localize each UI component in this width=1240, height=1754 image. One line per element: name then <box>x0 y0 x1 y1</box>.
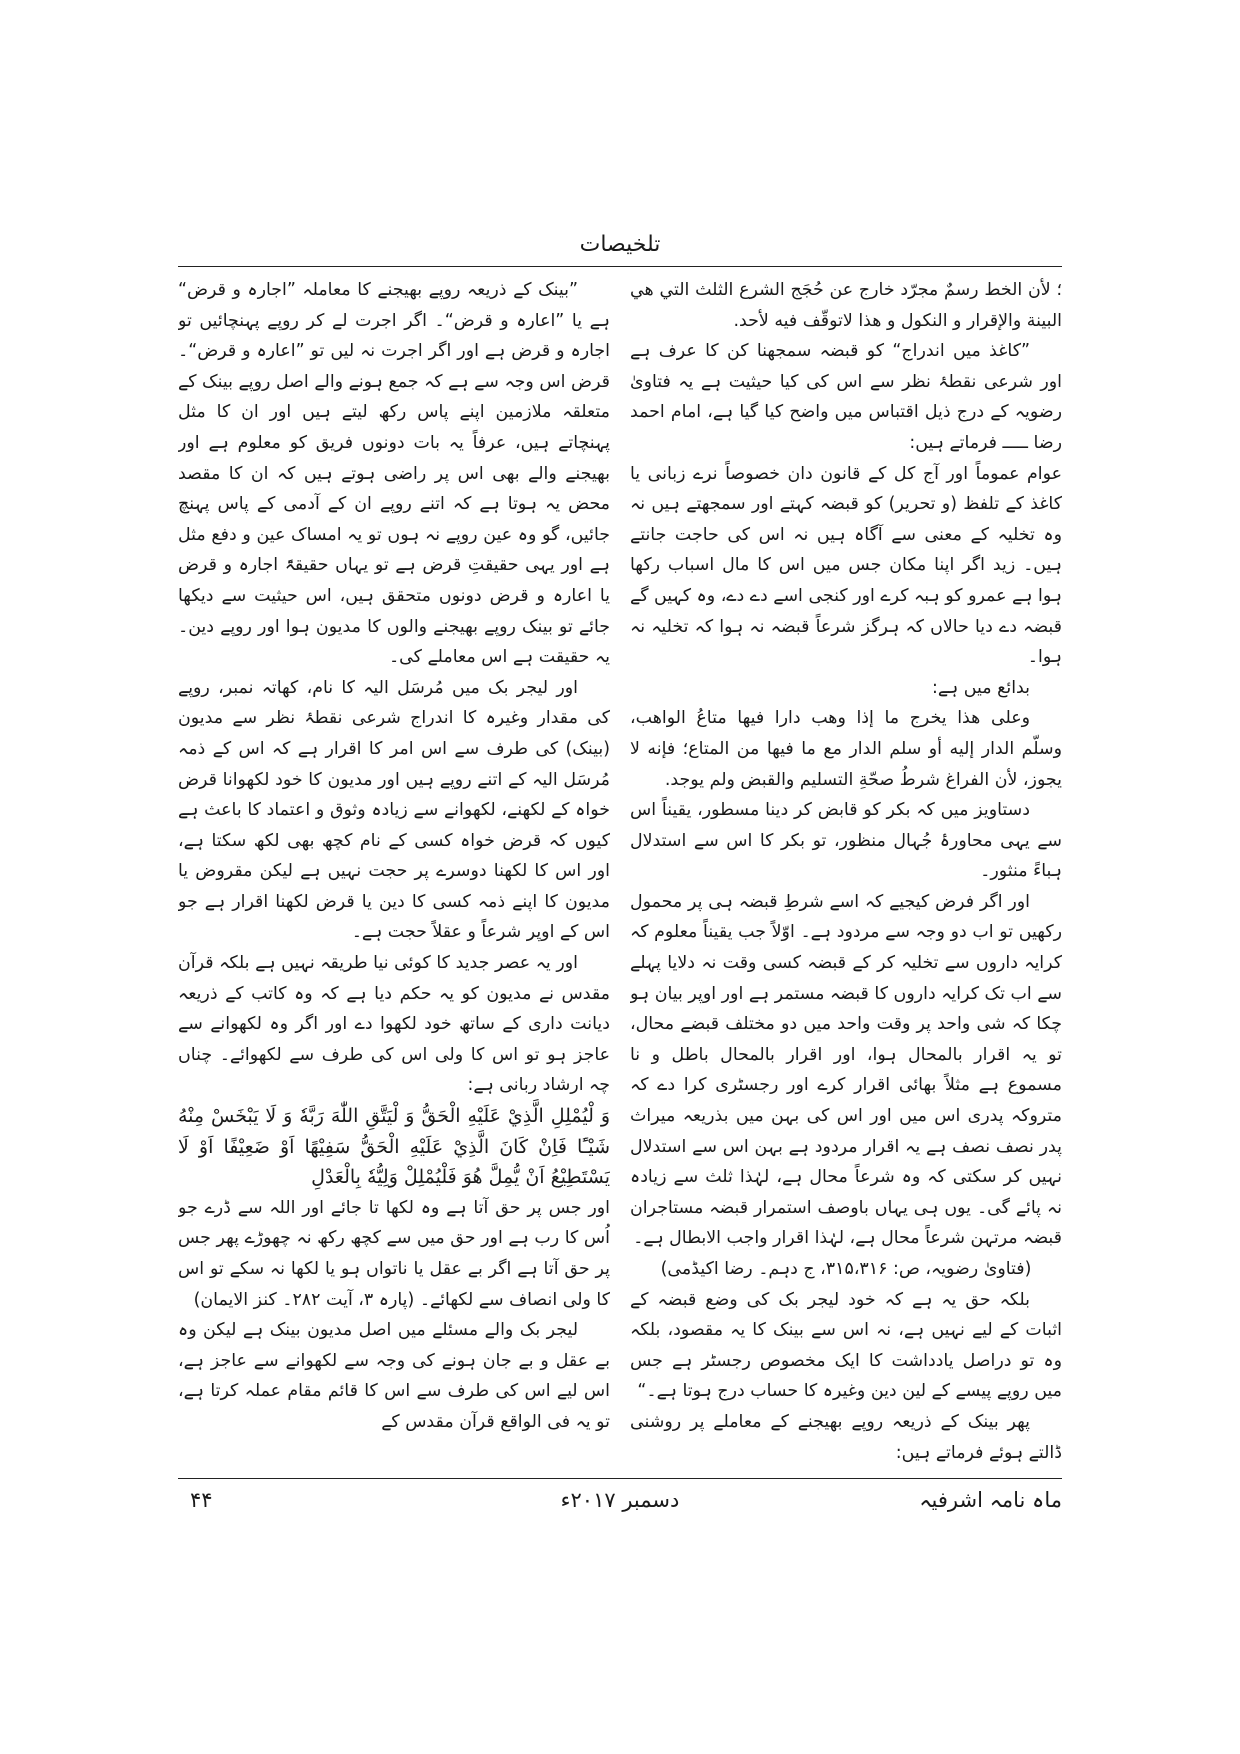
footer-rule <box>178 1478 1062 1479</box>
running-header: تلخیصات <box>579 232 661 257</box>
paragraph-ledger-conclusion: لیجر بک والے مسئلے میں اصل مدیون بینک ہے لیکن وہ بے عقل و بے جان ہونے کی وجہ سے لکھوانے سے عاجز ہے، اس لیے اس کی طرف سے اس کا قائم مقام عملہ کرتا ہے، تو یہ فی الواقع قرآن مقدس کے <box>178 1320 610 1432</box>
paragraph-ledger-entry: اور لیجر بک میں مُرسَل الیہ کا نام، کھاتہ نمبر، روپے کی مقدار وغیرہ کا اندراج شرعی نقطۂ نظر سے مدیون (بینک) کی طرف سے اس امر کا اقرار ہے کہ اس کے ذمہ مُرسَل الیہ کے اتنے روپے ہیں اور مدیون کا خود لکھوانا قرض خواہ کے لکھنے، لکھوانے سے زیادہ وثوق و اعتماد کا باعث ہے کیوں کہ قرض خواہ کسی کے نام کچھ بھی لکھ سکتا ہے، اور اس کا لکھنا دوسرے پر حجت نہیں ہے لیکن مقروض یا مدیون کا اپنے ذمہ کسی کا دین یا قرض لکھنا اقرار ہے جو اس کے اوپر شرعاً و عقلاً حجت ہے۔ <box>178 677 610 943</box>
arabic-badai-quote: وعلی هذا يخرج ما إذا وهب دارا فيها متاعُ الواهب، وسلّم الدار إليه أو سلم الدار مع ما فيها من المتاع؛ فإنه لا يجوز، لأن الفراغ شرطُ صحّةِ التسليم والقبض ولم يوجد. <box>630 708 1062 790</box>
paragraph-kaghaz-indiraj: ”کاغذ میں اندراج“ کو قبضہ سمجھنا کن کا عرف ہے اور شرعی نقطۂ نظر سے اس کی کیا حیثیت ہے یہ فتاویٰ رضویہ کے درج ذیل اقتباس میں واضح کیا گیا ہے، امام احمد رضا ـــــ فرماتے ہیں: <box>630 341 1062 453</box>
arabic-quote-continuation: ؛ لأن الخط رسمٌ مجرّد خارج عن حُجَج الشرع الثلث التي هي البينة والإقرار و النكول و هذا لاتوقّف فيه لأحد. <box>630 280 1062 331</box>
quran-verse: وَ لْيُمْلِلِ الَّذِيْ عَلَيْهِ الْحَقُّ وَ لْيَتَّقِ اللّٰهَ رَبَّهٗ وَ لَا يَبْخَسْ مِنْهُ شَيْـًٔا فَاِنْ كَانَ الَّذِيْ عَلَيْهِ الْحَقُّ سَفِيْهًا اَوْ ضَعِيْفًا اَوْ لَا يَسْتَطِيْعُ اَنْ يُّمِلَّ هُوَ فَلْيُمْلِلْ وَلِيُّهٗ بِالْعَدْلِ <box>178 1105 610 1189</box>
paragraph-dastawez: دستاویز میں کہ بکر کو قابض کر دینا مسطور، یقیناً اس سے یہی محاورۂ جُہال منظور، تو بکر کا اس سے استدلال ہباءً منثور۔ <box>630 800 1062 882</box>
header-rule <box>178 266 1062 267</box>
quote-bank-transfer: ”بینک کے ذریعہ روپے بھیجنے کا معاملہ ”اجارہ و قرض“ ہے یا ”اعارہ و قرض“۔ اگر اجرت لے کر روپے پہنچائیں تو اجارہ و قرض ہے اور اگر اجرت نہ لیں تو ”اعارہ و قرض“۔ قرض اس وجہ سے ہے کہ جمع ہونے والے اصل روپے بینک کے متعلقہ ملازمین اپنے پاس رکھ لیتے ہیں اور ان کا مثل پہنچاتے ہیں، عرفاً یہ بات دونوں فریق کو معلوم ہے اور بھیجنے والے بھی اس پر راضی ہوتے ہیں کہ ان کا مقصد محض یہ ہوتا ہے کہ اتنے روپے ان کے آدمی کے پاس پہنچ جائیں، گو وہ عین روپے نہ ہوں تو یہ امساک عین و دفع مثل ہے اور یہی حقیقتِ قرض ہے تو یہاں حقیقۃً اجارہ و قرض یا اعارہ و قرض دونوں متحقق ہیں، اس حیثیت سے دیکھا جائے تو بینک روپے بھیجنے والوں کا مدیون ہوا اور روپے دین۔ یہ حقیقت ہے اس معاملے کی۔ <box>178 280 610 668</box>
badai-label: بدائع میں ہے: <box>932 677 1030 698</box>
paragraph-bank-transfer-intro: پھر بینک کے ذریعہ روپے بھیجنے کے معاملے پر روشنی ڈالتے ہوئے فرماتے ہیں: <box>630 1411 1062 1463</box>
paragraph-farz: اور اگر فرض کیجیے کہ اسے شرطِ قبضہ ہی پر محمول رکھیں تو اب دو وجہ سے مردود ہے۔ اوّلاً جب یقیناً معلوم کہ کرایہ داروں سے تخلیہ کر کے قبضہ کسی وقت نہ دلایا پہلے سے اب تک کرایہ داروں کا قبضہ مستمر ہے اور اوپر بیان ہو چکا کہ شی واحد پر وقت واحد میں دو مختلف قبضے محال، تو یہ اقرار بالمحال ہوا، اور اقرار بالمحال باطل و نا مسموع ہے مثلاً بھائی اقرار کرے اور رجسٹری کرا دے کہ متروکہ پدری اس میں اور اس کی بہن میں بذریعہ میراث پدر نصف نصف ہے یہ اقرار مردود ہے بہن اس سے استدلال نہیں کر سکتی کہ وہ شرعاً محال ہے، لہٰذا ثلث سے زیادہ نہ پائے گی۔ یوں ہی یہاں باوصف استمرار قبضہ مستاجران قبضہ مرتہن شرعاً محال ہے، لہٰذا اقرار واجب الابطال ہے۔ <box>630 891 1062 1249</box>
issue-date: دسمبر ۲۰۱۷ء <box>560 1488 680 1512</box>
verse-translation: اور جس پر حق آتا ہے وہ لکھا تا جائے اور اللہ سے ڈرے جو اُس کا رب ہے اور حق میں سے کچھ رکھ نہ چھوڑے پھر جس پر حق آتا ہے اگر بے عقل یا ناتواں ہو یا لکھا نہ سکے تو اس کا ولی انصاف سے لکھائے۔ (پارہ ۳، آیت ۲۸۲۔ کنز الایمان) <box>178 1197 610 1310</box>
left-column <box>178 275 610 1470</box>
magazine-name: ماہ نامہ اشرفیہ <box>919 1488 1062 1512</box>
page-number: ۴۴ <box>190 1488 213 1512</box>
right-column <box>630 275 1062 1470</box>
quote-awam: عوام عموماً اور آج کل کے قانون دان خصوصاً نرے زبانی یا کاغذ کے تلفظ (و تحریر) کو قبضہ کہتے اور سمجھتے ہیں نہ وہ تخلیہ کے معنی سے آگاہ ہیں نہ اس کی حاجت جانتے ہیں۔ زید اگر اپنا مکان جس میں اس کا مال اسباب رکھا ہوا ہے عمرو کو ہبہ کرے اور کنجی اسے دے دے، وہ کہیں گے قبضہ دے دیا حالاں کہ ہرگز شرعاً قبضہ نہ ہوا کہ تخلیہ نہ ہوا۔ <box>630 463 1062 668</box>
citation-fatawa-rizwiya: (فتاویٰ رضویہ، ص: ۳۱۵،۳۱۶، ج دہم۔ رضا اکیڈمی) <box>660 1259 1032 1279</box>
paragraph-ledger-book: بلکہ حق یہ ہے کہ خود لیجر بک کی وضع قبضہ کے اثبات کے لیے نہیں ہے، نہ اس سے بینک کا یہ مقصود، بلکہ وہ تو دراصل یادداشت کا ایک مخصوص رجسٹر ہے جس میں روپے پیسے کے لین دین وغیرہ کا حساب درج ہوتا ہے۔“ <box>630 1289 1062 1402</box>
paragraph-quran-reference: اور یہ عصر جدید کا کوئی نیا طریقہ نہیں ہے بلکہ قرآن مقدس نے مدیون کو یہ حکم دیا ہے کہ وہ کاتب کے ذریعہ دیانت داری کے ساتھ خود لکھوا دے اور اگر وہ لکھوانے سے عاجز ہو تو اس کا ولی اس کی طرف سے لکھوائے۔ چناں چہ ارشاد ربانی ہے: <box>178 953 610 1096</box>
